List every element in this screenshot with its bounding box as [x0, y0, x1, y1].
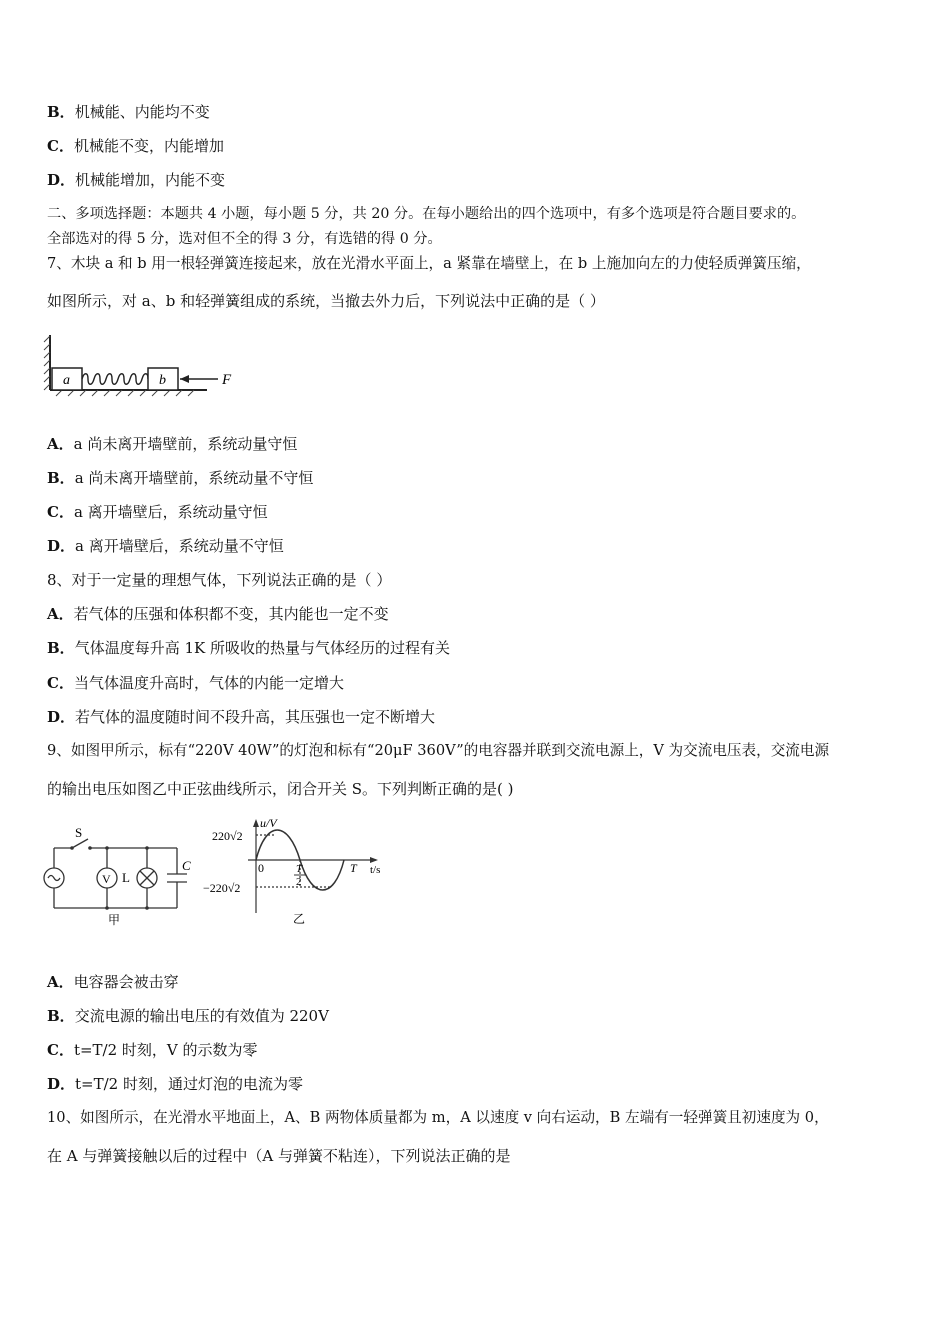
graph-ymin: −220√2: [203, 881, 241, 895]
graph-origin: 0: [258, 861, 264, 875]
block-b-label: b: [159, 373, 166, 388]
q9-stem-line2: 的输出电压如图乙中正弦曲线所示，闭合开关 S。下列判断正确的是( ): [47, 780, 514, 798]
graph-half-period-num: T: [296, 863, 303, 875]
switch-label: S: [75, 825, 83, 840]
q8-option-a: A．若气体的压强和体积都不变，其内能也一定不变: [47, 605, 389, 623]
q9-option-c: C．t=T/2 时刻，V 的示数为零: [47, 1041, 258, 1059]
section2-instructions-line2: 全部选对的得 5 分，选对但不全的得 3 分，有选错的得 0 分。: [47, 231, 442, 247]
q10-stem-line1: 10、如图所示，在光滑水平地面上，A、B 两物体质量都为 m，A 以速度 v 向右运动，B 左端有一轻弹簧且初速度为 0，: [47, 1109, 829, 1126]
q7-option-d: D．a 离开墙壁后，系统动量不守恒: [47, 537, 284, 555]
force-label: F: [222, 372, 232, 388]
q8-option-b: B．气体温度每升高 1K 所吸收的热量与气体经历的过程有关: [47, 639, 450, 657]
q8-stem: 8、对于一定量的理想气体，下列说法正确的是（ ）: [47, 571, 392, 589]
graph-period: T: [350, 861, 357, 875]
q7-option-a: A．a 尚未离开墙壁前，系统动量守恒: [47, 435, 298, 453]
q9-option-a: A．电容器会被击穿: [47, 973, 179, 991]
q10-stem-line2: 在 A 与弹簧接触以后的过程中（A 与弹簧不粘连），下列说法正确的是: [47, 1147, 511, 1165]
q7-stem-line1: 7、木块 a 和 b 用一根轻弹簧连接起来，放在光滑水平面上，a 紧靠在墙壁上，在 b 上施加向左的力使轻质弹簧压缩，: [47, 255, 811, 272]
voltmeter-label: V: [102, 872, 111, 886]
q6-option-d: D．机械能增加，内能不变: [47, 171, 226, 189]
q9-option-b: B．交流电源的输出电压的有效值为 220V: [47, 1007, 329, 1025]
q8-option-c: C．当气体温度升高时，气体的内能一定增大: [47, 674, 344, 692]
q7-spring-figure: [42, 330, 242, 400]
q9-circuit-figure: [42, 820, 192, 930]
graph-ymax: 220√2: [212, 829, 243, 843]
graph-ylabel: u/V: [260, 816, 277, 830]
q7-option-b: B．a 尚未离开墙壁前，系统动量不守恒: [47, 469, 314, 487]
q9-voltage-graph: [198, 815, 393, 930]
graph-half-period-den: 2: [296, 876, 302, 888]
q8-option-d: D．若气体的温度随时间不段升高，其压强也一定不断增大: [47, 708, 436, 726]
q7-option-c: C．a 离开墙壁后，系统动量守恒: [47, 503, 268, 521]
q9-option-d: D．t=T/2 时刻，通过灯泡的电流为零: [47, 1075, 303, 1093]
q9-stem-line1: 9、如图甲所示，标有“220V 40W”的灯泡和标有“20μF 360V”的电容器并联到交流电源上，V 为交流电压表，交流电源: [47, 742, 830, 759]
graph-caption: 乙: [293, 912, 306, 926]
lamp-label: L: [122, 870, 130, 885]
circuit-caption: 甲: [108, 913, 121, 927]
spring: [82, 374, 148, 385]
q6-option-c: C．机械能不变，内能增加: [47, 137, 224, 155]
q6-option-b: B．机械能、内能均不变: [47, 103, 210, 121]
q7-stem-line2: 如图所示，对 a、b 和轻弹簧组成的系统，当撤去外力后，下列说法中正确的是（ ）: [47, 292, 605, 310]
capacitor-label: C: [182, 858, 191, 873]
block-a-label: a: [63, 373, 70, 388]
section2-instructions-line1: 二、多项选择题：本题共 4 小题，每小题 5 分，共 20 分。在每小题给出的四个选项中，有多个选项是符合题目要求的。: [47, 206, 806, 222]
graph-xlabel: t/s: [370, 864, 381, 876]
